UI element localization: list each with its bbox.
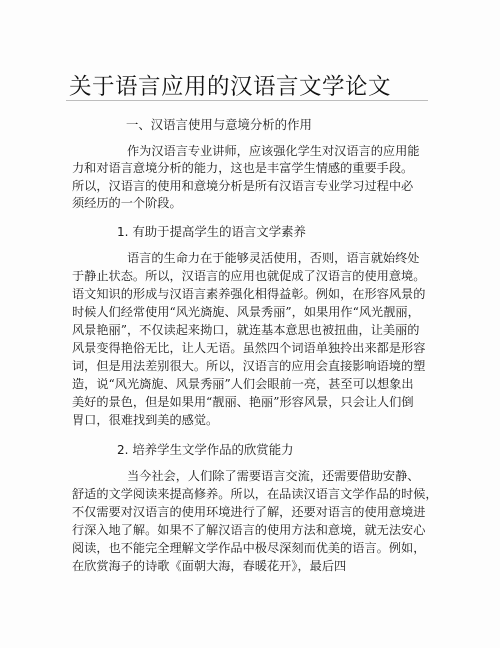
paragraph-line: 力和对语言意境分析的能力，这也是丰富学生情感的重要手段。 bbox=[72, 161, 414, 175]
paragraph-line: 须经历的一个阶段。 bbox=[72, 196, 182, 210]
title-divider bbox=[66, 100, 428, 101]
paragraph-line: 美好的景色，但是如果用“靓丽、艳丽”形容风景，只会让人们倒 bbox=[72, 395, 414, 409]
subsection-title: 培养学生文学作品的欣赏能力 bbox=[132, 442, 294, 457]
document-title: 关于语言应用的汉语言文学论文 bbox=[69, 74, 392, 100]
subsection-number: 2. bbox=[117, 443, 129, 457]
subsection-heading bbox=[117, 442, 293, 458]
paragraph-line: 不仅需要对汉语言的使用环境进行了解，还要对语言的使用意境进 bbox=[72, 505, 426, 519]
subsection-title: 有助于提高学生的语言文学素养 bbox=[132, 224, 306, 239]
paragraph-line: 舒适的文学阅读来提高修养。所以，在品读汉语言文学作品的时候， bbox=[72, 487, 438, 501]
paragraph-line: 阅读，也不能完全理解文学作品中极尽深刻而优美的语言。例如， bbox=[72, 541, 426, 555]
paragraph-line: 语言的生命力在于能够灵活使用，否则，语言就始终处 bbox=[127, 251, 420, 265]
subsection-heading bbox=[117, 224, 306, 240]
paragraph-line: 于静止状态。所以，汉语言的应用也就促成了汉语言的使用意境。 bbox=[72, 269, 426, 283]
paragraph-line: 胃口，很难找到美的感觉。 bbox=[72, 413, 219, 427]
paragraph-line: 风景艳丽”，不仅读起来拗口，就连基本意思也被扭曲，让美丽的 bbox=[72, 323, 420, 337]
paragraph-line: 时候人们经常使用“风光旖旎、风景秀丽”，如果用作“风光靓丽， bbox=[72, 305, 420, 319]
paragraph-line: 词，但是用法差别很大。所以，汉语言的应用会直接影响语境的塑 bbox=[72, 359, 426, 373]
paragraph-line: 作为汉语言专业讲师，应该强化学生对汉语言的应用能 bbox=[127, 144, 420, 158]
paragraph-line: 造，说“风光旖旎、风景秀丽”人们会眼前一亮，甚至可以想象出 bbox=[72, 377, 414, 391]
paragraph-line: 行深入地了解。如果不了解汉语言的使用方法和意境，就无法安心 bbox=[72, 523, 426, 537]
paragraph-line: 风景变得艳俗无比，让人无语。虽然四个词语单独拎出来都是形容 bbox=[72, 341, 426, 355]
paragraph-line: 当今社会，人们除了需要语言交流，还需要借助安静、 bbox=[127, 469, 420, 483]
section-heading: 一、汉语言使用与意境分析的作用 bbox=[126, 117, 312, 132]
paragraph-line: 语文知识的形成与汉语言素养强化相得益彰。例如，在形容风景的 bbox=[72, 287, 426, 301]
subsection-number: 1. bbox=[117, 225, 129, 239]
paragraph-line: 所以，汉语言的使用和意境分析是所有汉语言专业学习过程中必 bbox=[72, 179, 414, 193]
paragraph-line: 在欣赏海子的诗歌《面朝大海，春暖花开》，最后四 bbox=[72, 559, 347, 573]
